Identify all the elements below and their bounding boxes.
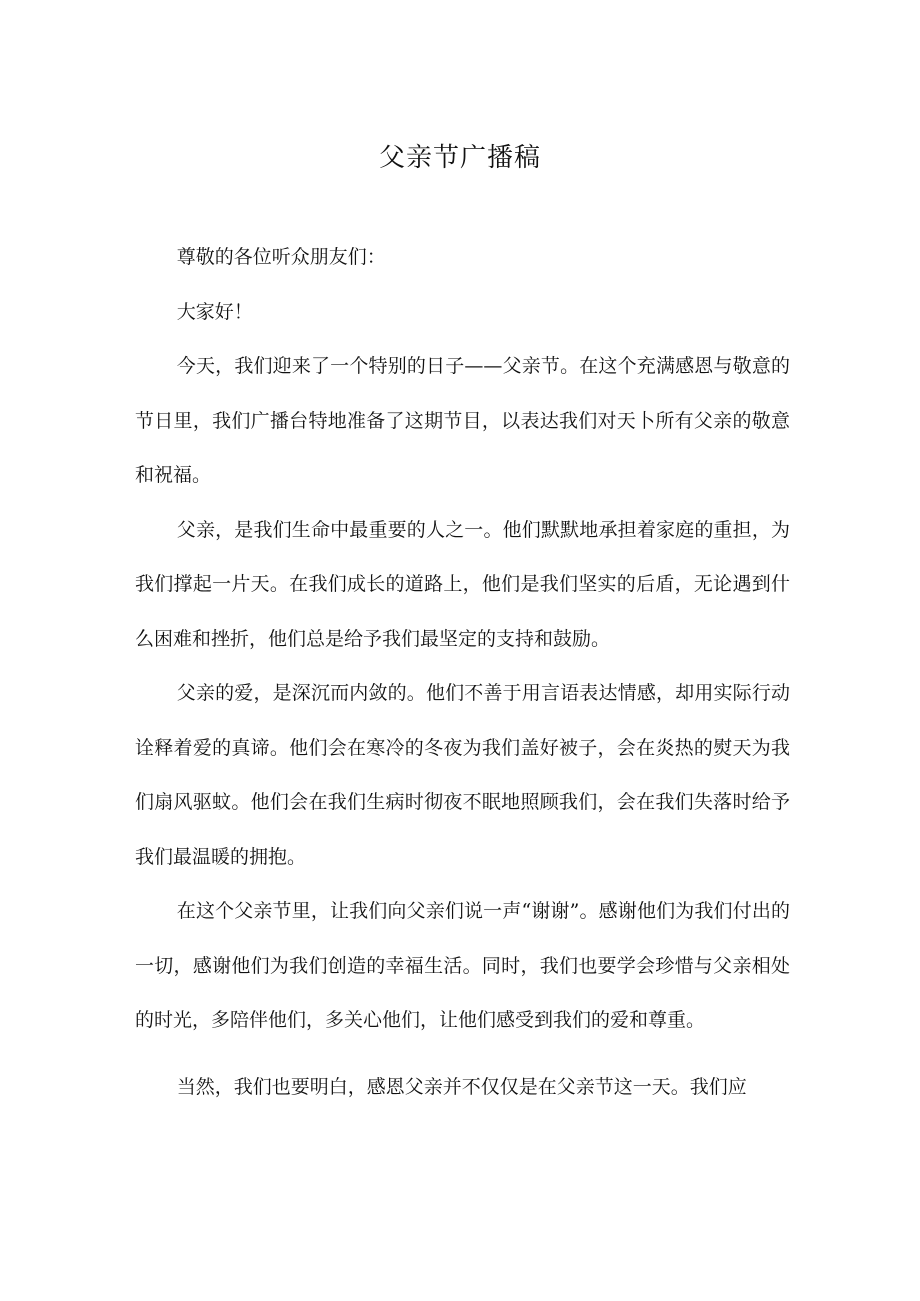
paragraph-4: 在这个父亲节里，让我们向父亲们说一声“谢谢”。感谢他们为我们付出的一切，感谢他们为我们创造的幸福生活。同时，我们也要学会珍惜与父亲相处的时光，多陪伴他们，多关心他们，让他们感受到我们的爱和尊重。 [135, 900, 790, 1031]
page-title: 父亲节广播稿 [378, 143, 541, 173]
paragraph-3: 父亲的爱，是深沉而内敛的。他们不善于用言语表达情感，却用实际行动诠释着爱的真谛。他们会在寒冷的冬夜为我们盖好被子，会在炎热的熨天为我们扇风驱蚊。他们会在我们生病时彻夜不眠地照顾我们，会在我们失落时给予我们最温暖的拥抱。 [135, 682, 790, 868]
paragraph-1: 今天，我们迎来了一个特别的日子——父亲节。在这个充满感恩与敬意的节日里，我们广播台特地准备了这期节目，以表达我们对天卜所有父亲的敬意和祝福。 [135, 355, 790, 486]
paragraph-2: 父亲，是我们生命中最重要的人之一。他们默默地承担着家庭的重担，为我们撑起一片天。在我们成长的道路上，他们是我们坚实的后盾，无论遇到什么困难和挫折，他们总是给予我们最坚定的支持和鼓励。 [135, 518, 790, 650]
greeting-line: 尊敬的各位听众朋友们： [176, 246, 386, 268]
paragraph-gap [135, 1048, 790, 1060]
document-body [135, 230, 790, 1114]
hello-line: 大家好！ [176, 300, 253, 323]
paragraph-5: 当然，我们也要明白，感恩父亲并不仅仅是在父亲节这一天。我们应 [176, 1075, 747, 1098]
